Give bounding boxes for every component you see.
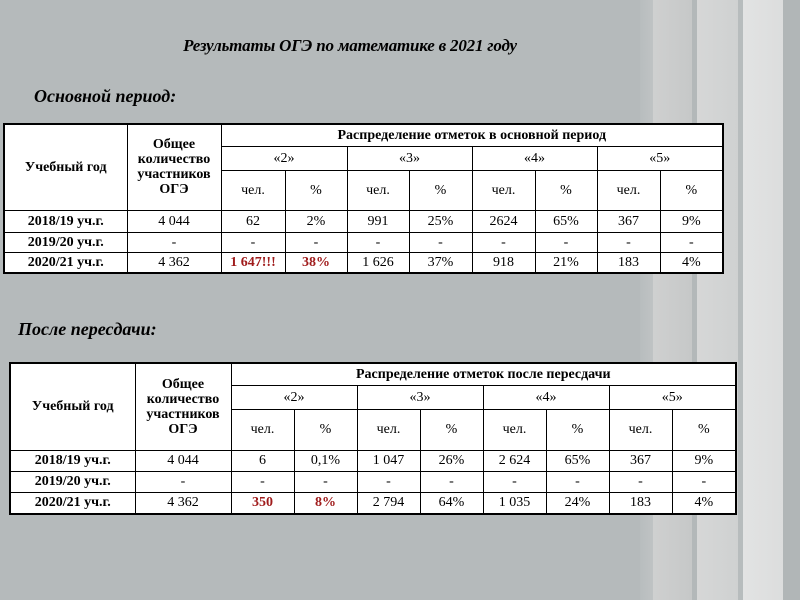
cell-year: 2019/20 уч.г. [4,232,127,252]
cell-m5-percent: 4% [660,252,723,273]
table-row [10,450,736,471]
cell-m4-percent: 65% [546,450,609,471]
cell-m3-percent: - [420,471,483,492]
cell-m2-percent-highlight: 8% [294,492,357,514]
cell-m5-percent: 9% [672,450,736,471]
table-row [10,471,736,492]
header-mark-4: «4» [483,385,609,409]
cell-m5-percent: 4% [672,492,736,514]
cell-m2-people-highlight: 350 [231,492,294,514]
cell-m4-percent: 24% [546,492,609,514]
cell-m5-people: - [609,471,672,492]
cell-m2-people: 62 [221,210,285,232]
cell-m2-people: - [231,471,294,492]
cell-m4-people: 1 035 [483,492,546,514]
header-percent: % [420,409,483,450]
cell-total: 4 044 [127,210,221,232]
cell-m3-percent: 25% [409,210,472,232]
header-percent: % [535,170,597,210]
cell-m5-people: 183 [597,252,660,273]
header-people: чел. [231,409,294,450]
cell-m3-percent: 26% [420,450,483,471]
table-row [4,232,723,252]
header-people: чел. [472,170,535,210]
cell-m4-people: 2 624 [483,450,546,471]
header-year: Учебный год [10,363,135,450]
cell-m2-people: - [221,232,285,252]
cell-year: 2020/21 уч.г. [10,492,135,514]
cell-m5-people: 367 [597,210,660,232]
cell-year: 2020/21 уч.г. [4,252,127,273]
header-people: чел. [357,409,420,450]
cell-m2-percent: 0,1% [294,450,357,471]
header-percent: % [285,170,347,210]
cell-m4-people: - [483,471,546,492]
header-people: чел. [597,170,660,210]
cell-m3-people: - [347,232,409,252]
cell-m2-people-highlight: 1 647!!! [221,252,285,273]
cell-year: 2018/19 уч.г. [10,450,135,471]
cell-total: - [127,232,221,252]
cell-m4-percent: - [546,471,609,492]
page-title: Результаты ОГЭ по математике в 2021 году [183,36,517,55]
cell-m2-people: 6 [231,450,294,471]
cell-m3-people: 991 [347,210,409,232]
header-mark-3: «3» [357,385,483,409]
header-mark-5: «5» [597,146,723,170]
cell-m3-percent: 37% [409,252,472,273]
cell-total: 4 044 [135,450,231,471]
cell-m4-people: 918 [472,252,535,273]
header-year: Учебный год [4,124,127,210]
cell-total: - [135,471,231,492]
header-mark-2: «2» [231,385,357,409]
header-people: чел. [347,170,409,210]
cell-m3-percent: 64% [420,492,483,514]
cell-m5-percent: - [660,232,723,252]
cell-m2-percent: - [294,471,357,492]
table-row [10,492,736,514]
cell-m5-percent: 9% [660,210,723,232]
header-percent: % [294,409,357,450]
table-row [4,252,723,273]
section-label-main-period: Основной период: [34,86,177,106]
cell-m5-people: - [597,232,660,252]
cell-m4-percent: - [535,232,597,252]
header-distribution: Распределение отметок после пересдачи [231,363,736,385]
cell-m2-percent-highlight: 38% [285,252,347,273]
cell-m2-percent: - [285,232,347,252]
header-people: чел. [221,170,285,210]
cell-m3-people: 2 794 [357,492,420,514]
header-total-participants: Общее количество участников ОГЭ [135,363,231,450]
stripe-band [743,0,783,600]
header-mark-5: «5» [609,385,736,409]
header-percent: % [660,170,723,210]
header-mark-3: «3» [347,146,472,170]
header-percent: % [672,409,736,450]
header-total-participants: Общее количество участников ОГЭ [127,124,221,210]
header-mark-2: «2» [221,146,347,170]
cell-m3-percent: - [409,232,472,252]
header-people: чел. [609,409,672,450]
header-distribution: Распределение отметок в основной период [221,124,723,146]
cell-m2-percent: 2% [285,210,347,232]
header-percent: % [409,170,472,210]
stripe-band [783,0,800,600]
cell-m3-people: 1 626 [347,252,409,273]
cell-year: 2019/20 уч.г. [10,471,135,492]
header-mark-4: «4» [472,146,597,170]
table-row [4,210,723,232]
cell-total: 4 362 [127,252,221,273]
cell-m4-people: - [472,232,535,252]
cell-m5-percent: - [672,471,736,492]
cell-m4-percent: 21% [535,252,597,273]
cell-m4-people: 2624 [472,210,535,232]
cell-m3-people: - [357,471,420,492]
cell-m4-percent: 65% [535,210,597,232]
section-label-after-retake: После пересдачи: [18,319,157,339]
cell-m5-people: 367 [609,450,672,471]
after-retake-table [9,362,737,515]
header-people: чел. [483,409,546,450]
cell-total: 4 362 [135,492,231,514]
header-percent: % [546,409,609,450]
cell-m3-people: 1 047 [357,450,420,471]
cell-m5-people: 183 [609,492,672,514]
cell-year: 2018/19 уч.г. [4,210,127,232]
main-period-table [3,123,724,274]
